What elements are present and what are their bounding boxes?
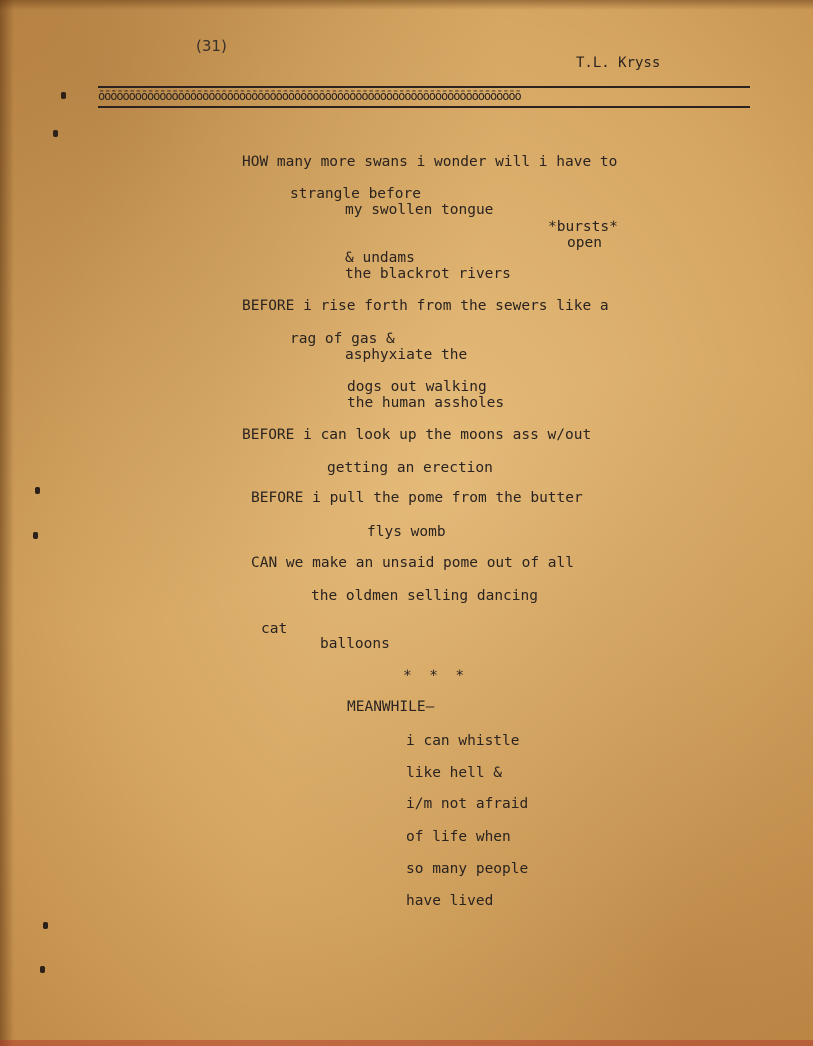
poem-line: rag of gas & — [290, 331, 395, 347]
poem-line: CAN we make an unsaid pome out of all — [251, 555, 575, 571]
poem-line: my swollen tongue — [345, 202, 494, 218]
poem-line: & undams — [345, 250, 415, 266]
author-name: T.L. Kryss — [576, 55, 661, 71]
poem-line: *bursts* — [548, 219, 618, 235]
poem-line: dogs out walking — [347, 379, 487, 395]
poem-line: HOW many more swans i wonder will i have to — [242, 154, 618, 170]
section-divider: * * * — [403, 668, 465, 684]
poem-line: strangle before — [290, 186, 421, 202]
poem-line: the oldmen selling dancing — [311, 588, 538, 604]
poem-line: like hell & — [406, 765, 503, 781]
page-bottom-edge — [0, 1040, 813, 1046]
poem-line: getting an erection — [327, 460, 493, 476]
poem-line: BEFORE i pull the pome from the butter — [251, 490, 583, 506]
punch-hole — [61, 92, 66, 99]
poem-line: BEFORE i can look up the moons ass w/out — [242, 427, 592, 443]
page-shadow-left — [0, 0, 14, 1046]
poem-line: have lived — [406, 893, 494, 909]
poem-line: open — [567, 235, 602, 251]
poem-line: the human assholes — [347, 395, 505, 411]
punch-hole — [43, 922, 48, 929]
poem-line: of life when — [406, 829, 511, 845]
page-shadow-top — [0, 0, 813, 10]
poem-line: BEFORE i rise forth from the sewers like a — [242, 298, 609, 314]
punch-hole — [40, 966, 45, 973]
punch-hole — [35, 487, 40, 494]
page-number: (31) — [196, 37, 227, 55]
punch-hole — [33, 532, 38, 539]
poem-line: so many people — [406, 861, 529, 877]
decorative-border: ōōōōōōōōōōōōōōōōōōōōōōōōōōōōōōōōōōōōōōōōōōōōōōōōōōōōōōōōōōōōōōōōōōōōō — [98, 86, 750, 108]
poem-line: the blackrot rivers — [345, 266, 511, 282]
punch-hole — [53, 130, 58, 137]
poem-line: cat — [261, 621, 288, 637]
poem-line: balloons — [320, 636, 390, 652]
poem-line: asphyxiate the — [345, 347, 468, 363]
poem-line: MEANWHILE— — [347, 699, 435, 715]
poem-line: i/m not afraid — [406, 796, 529, 812]
poem-line: i can whistle — [406, 733, 520, 749]
poem-line: flys womb — [367, 524, 446, 540]
